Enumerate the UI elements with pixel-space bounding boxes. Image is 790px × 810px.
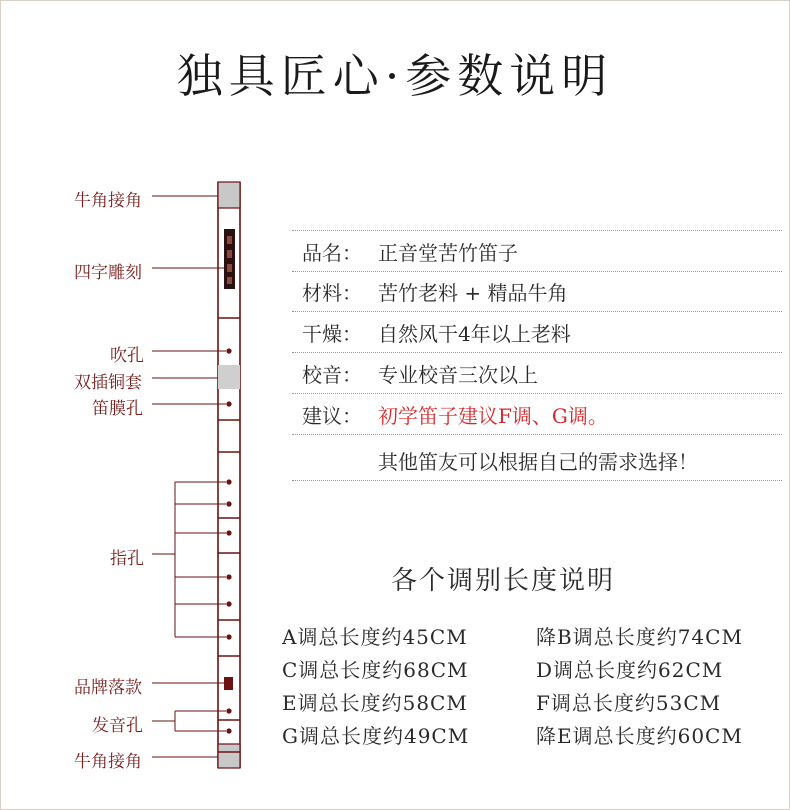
horn-bottom: [218, 744, 240, 768]
length-item: C调总长度约68CM: [282, 658, 469, 682]
length-item: D调总长度约62CM: [536, 658, 724, 682]
finger-hole: [226, 479, 231, 484]
finger-hole: [226, 601, 231, 606]
spec-extra-text: 其他笛友可以根据自己的需求选择！: [378, 450, 698, 474]
spec-key: 品名：: [302, 241, 362, 265]
spec-value: 自然风干4年以上老料: [378, 322, 571, 346]
membrane-hole: [226, 401, 231, 406]
label-copper-sleeve: 双插铜套: [74, 373, 142, 393]
label-engraving: 四字雕刻: [74, 263, 142, 283]
spec-key: 校音：: [302, 363, 362, 387]
label-brand: 品牌落款: [74, 678, 142, 698]
spec-key: 建议：: [302, 404, 362, 428]
brand-mark: [224, 677, 233, 690]
blow-hole: [226, 348, 231, 353]
spec-value: 专业校音三次以上: [378, 363, 538, 387]
length-item: E调总长度约58CM: [282, 691, 468, 715]
horn-top: [218, 182, 240, 208]
spec-value: 正音堂苦竹笛子: [378, 241, 518, 265]
label-blow-hole: 吹孔: [110, 346, 144, 366]
spec-value: 苦竹老料 + 精品牛角: [378, 281, 568, 305]
finger-hole: [226, 530, 231, 535]
leader-lines: [152, 196, 226, 757]
spec-row-suggestion: [292, 394, 782, 435]
spec-row-tuning: [292, 353, 782, 394]
finger-hole: [226, 634, 231, 639]
lengths-title: 各个调别长度说明: [390, 566, 615, 596]
spec-row-name: [292, 230, 782, 272]
engraving-mark: [224, 229, 235, 289]
label-membrane-hole: 笛膜孔: [92, 399, 143, 419]
length-item: F调总长度约53CM: [536, 691, 722, 715]
spec-row-material: [292, 271, 782, 312]
spec-extra-row: [292, 436, 782, 481]
label-finger-holes: 指孔: [110, 549, 144, 569]
length-item: A调总长度约45CM: [282, 625, 468, 649]
label-sound-holes: 发音孔: [92, 716, 143, 736]
length-item: 降E调总长度约60CM: [536, 724, 743, 748]
spec-key: 材料：: [302, 281, 362, 305]
spec-value-highlight: 初学笛子建议F调、G调。: [378, 404, 608, 428]
length-item: 降B调总长度约74CM: [536, 625, 743, 649]
length-item: G调总长度约49CM: [282, 724, 470, 748]
page-title: 独具匠心·参数说明: [176, 49, 614, 103]
sound-hole: [226, 728, 231, 733]
spec-key: 干燥：: [302, 322, 362, 346]
flute-holes: [226, 348, 231, 733]
label-horn-top: 牛角接角: [74, 191, 142, 211]
copper-sleeve: [218, 365, 240, 389]
finger-hole: [226, 501, 231, 506]
label-horn-bottom: 牛角接角: [74, 752, 142, 772]
sound-hole: [226, 708, 231, 713]
spec-row-drying: [292, 312, 782, 353]
